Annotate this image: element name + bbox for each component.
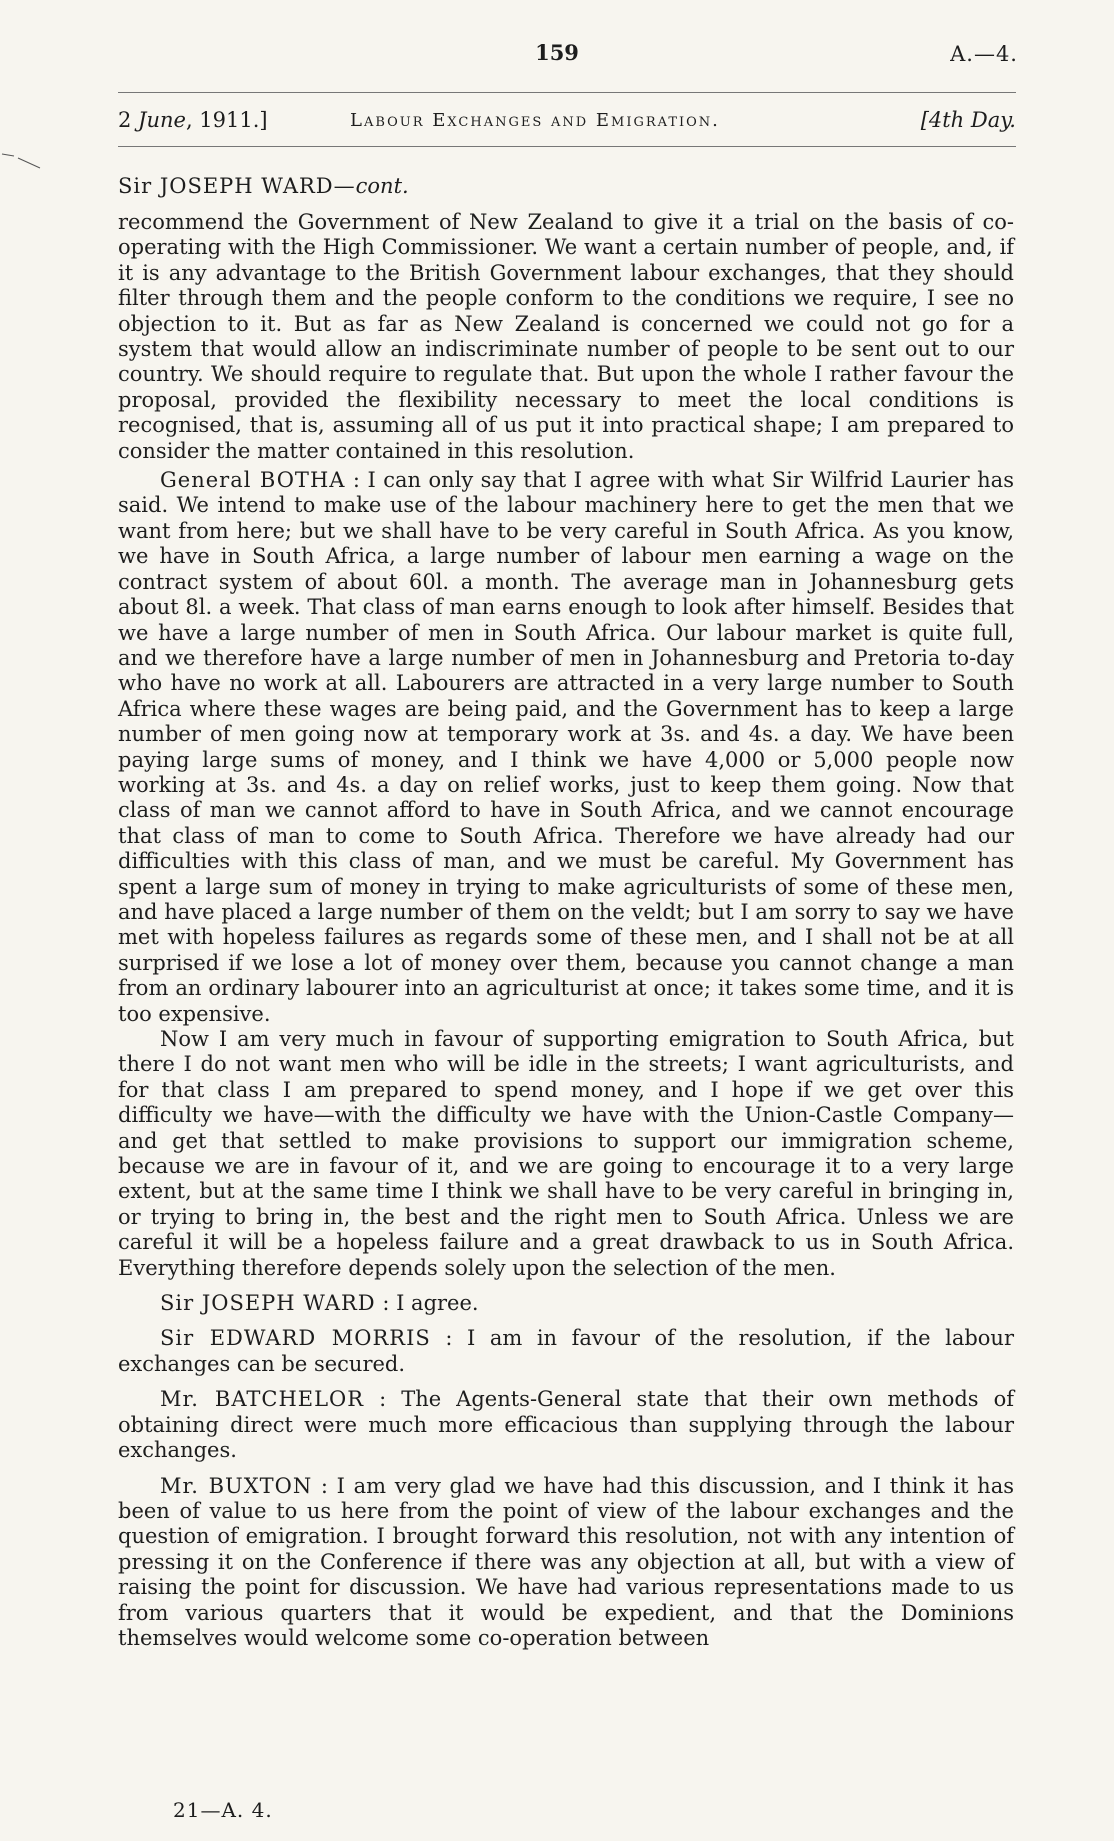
margin-scribble-mark [0,150,44,170]
speaker-continued-suffix: cont. [355,174,409,198]
paragraph-text: The Agents-General state that their own methods of obtaining direct were much more efficacious than supplying through the labour exchanges. [118,1387,1014,1463]
header-rule-top [118,92,1016,93]
speaker-name: Mr. BUXTON [160,1473,313,1498]
paragraph: Mr. BATCHELOR : The Agents-General state that their own methods of obtaining direct were much more efficacious than supplying through the labour exchanges. [118,1387,1014,1463]
paragraph [118,210,1014,464]
speaker-name: Sir EDWARD MORRIS [160,1326,431,1351]
running-header [118,108,1016,138]
paragraph: Sir JOSEPH WARD : I agree. [160,1291,479,1316]
footer-signature: 21—A. 4. [173,1798,273,1822]
speaker-name: Sir JOSEPH WARD [160,1291,376,1316]
paper-code: A.—4. [950,42,1018,66]
header-date-day: 2 [118,108,139,132]
speaker-name: General BOTHA [160,468,346,493]
speaker-continued [118,174,409,198]
paragraph-text: I am in favour of the resolution, if the labour exchanges can be secured. [118,1326,1014,1376]
paragraph-text: I can only say that I agree with what Sir Wilfrid Laurier has said. We intend to make use of the labour machinery here to get the men that we want from here; but we shall have to be very careful in South Africa. As you know, we have in South Africa, a large number of labour men earning a wage on the contract system of about 60l. a month. The average man in Johannesburg gets about 8l. a week. That class of man earns enough to look after himself. Besides that we have a large number of men in South Africa. Our labour market is quite full, and we therefore have a large number of men in Johannesburg and Pretoria to-day who have no work at all. Labourers are attracted in a very large number to South Africa where these wages are being paid, and the Government has to keep a large number of men going now at temporary work at 3s. and 4s. a day. We have been paying large sums of money, and I think we have 4,000 or 5,000 people now working at 3s. and 4s. a day on relief works, just to keep them going. Now that class of man we cannot afford to have in South Africa, and we cannot encourage that class of man to come to South Africa. Therefore we have already had our difficulties with this class of man, and we must be careful. My Government has spent a large sum of money in trying to make agriculturists of some of these men, and have placed a large number of them on the veldt; but I am sorry to say we have met with hopeless failures as regards some of these men, and I shall not be at all surprised if we lose a lot of money over them, because you cannot change a man from an ordinary labourer into an agriculturist at once; it takes some time, and it is too expensive. [118,468,1014,1026]
paragraph-text: I agree. [396,1291,479,1316]
paragraph: General BOTHA : I can only say that I agree with what Sir Wilfrid Laurier has said. We intend to make use of the labour machinery here to get the men that we want from here; but we shall have to be very careful in South Africa. As you know, we have in South Africa, a large number of labour men earning a wage on the contract system of about 60l. a month. The average man in Johannesburg gets about 8l. a week. That class of man earns enough to look after himself. Besides that we have a large number of men in South Africa. Our labour market is quite full, and we therefore have a large number of men in Johannesburg and Pretoria to-day who have no work at all. Labourers are attracted in a very large number to South Africa where these wages are being paid, and the Government has to keep a large number of men going now at temporary work at 3s. and 4s. a day. We have been paying large sums of money, and I think we have 4,000 or 5,000 people now working at 3s. and 4s. a day on relief works, just to keep them going. Now that class of man we cannot afford to have in South Africa, and we cannot encourage that class of man to come to South Africa. Therefore we have already had our difficulties with this class of man, and we must be careful. My Government has spent a large sum of money in trying to make agriculturists of some of these men, and have placed a large number of them on the veldt; but I am sorry to say we have met with hopeless failures as regards some of these men, and I shall not be at all surprised if we lose a lot of money over them, because you cannot change a man from an ordinary labourer into an agriculturist at once; it takes some time, and it is too expensive. [118,468,1014,1026]
header-date-month: June [138,108,186,132]
paragraph-text: recommend the Government of New Zealand to give it a trial on the basis of co-operating with the High Commissioner. We want a certain number of people, and, if it is any advantage to the British Government labour exchanges, that they should filter through them and the people conform to the conditions we require, I see no objection to it. But as far as New Zealand is concerned we could not go for a system that would allow an indiscriminate number of people to be sent out to our country. We should require to regulate that. But upon the whole I rather favour the proposal, provided the flexibility necessary to meet the local conditions is recognised, that is, assuming all of us put it into practical shape; I am prepared to consider the matter contained in this resolution. [118,210,1014,463]
header-title: Labour Exchanges and Emigration. [350,110,720,131]
header-date [118,108,268,132]
speaker-name: Mr. BATCHELOR [160,1387,365,1412]
paragraph [118,1027,1014,1281]
paragraph-text: Now I am very much in favour of supporting emigration to South Africa, but there I do not want men who will be idle in the streets; I want agriculturists, and for that class I am prepared to spend money, and I hope if we get over this difficulty we have—with the difficulty we have with the Union-Castle Company—and get that settled to make provisions to support our immigration scheme, because we are in favour of it, and we are going to encourage it to a very large extent, but at the same time I think we shall have to be very careful in bringing in, or trying to bring in, the best and the right men to South Africa. Unless we are careful it will be a hopeless failure and a great drawback to us in South Africa. Everything therefore depends solely upon the selection of the men. [118,1027,1014,1280]
paragraph-text: I am very glad we have had this discussion, and I think it has been of value to us here from the point of view of the labour exchanges and the question of emigration. I brought forward this resolution, not with any intention of pressing it on the Conference if there was any objection at all, but with a view of raising the point for discussion. We have had various representations made to us from various quarters that it would be expedient, and that the Dominions themselves would welcome some co-operation between [118,1473,1014,1650]
page-number: 159 [535,40,579,65]
header-day: [4th Day. [920,108,1016,132]
speaker-continued-name: Sir JOSEPH WARD— [118,174,356,198]
body-text [118,210,1014,1651]
header-date-year: , 1911.] [185,108,268,132]
paragraph: Mr. BUXTON : I am very glad we have had this discussion, and I think it has been of value to us here from the point of view of the labour exchanges and the question of emigration. I brought forward this resolution, not with any intention of pressing it on the Conference if there was any objection at all, but with a view of raising the point for discussion. We have had various representations made to us from various quarters that it would be expedient, and that the Dominions themselves would welcome some co-operation between [118,1473,1014,1650]
header-rule-bottom [118,146,1016,147]
paragraph: Sir EDWARD MORRIS : I am in favour of the resolution, if the labour exchanges can be secured. [118,1326,1014,1376]
